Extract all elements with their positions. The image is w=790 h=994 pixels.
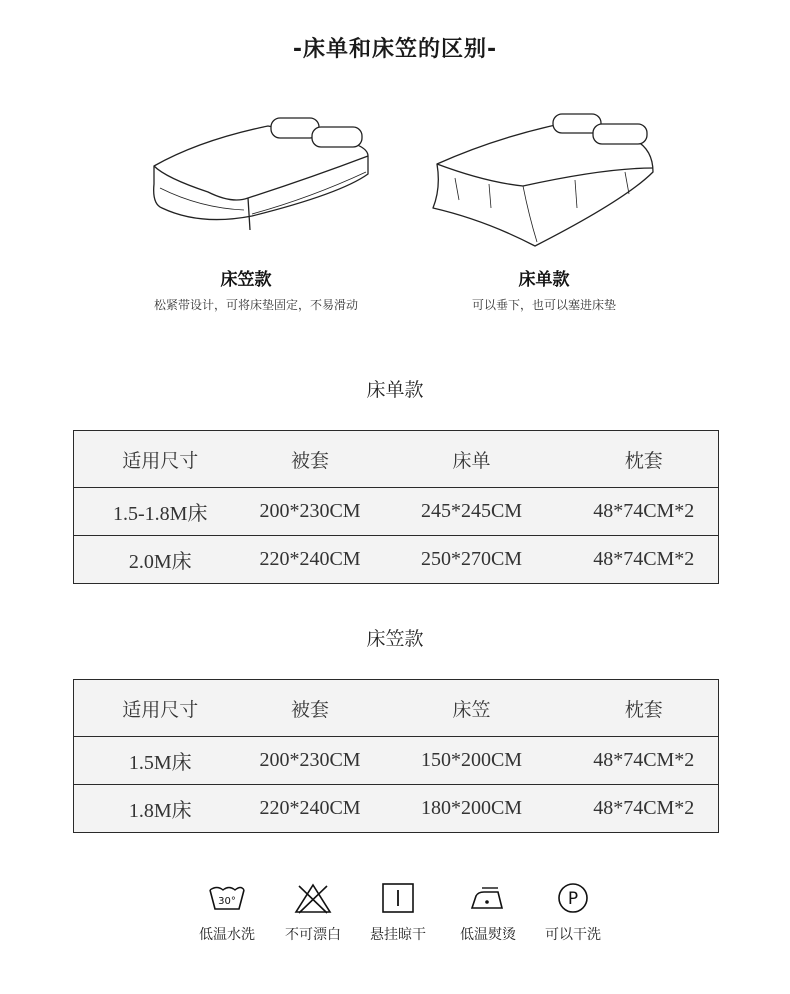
page-title: -床单和床笠的区别- (292, 37, 498, 62)
col-header-duvet: 被套 (247, 680, 374, 737)
wash-30-icon (207, 882, 247, 914)
table-cell: 1.5-1.8M床 (74, 488, 247, 536)
fitted-sheet-title: 床笠款 (220, 270, 272, 290)
table-cell: 220*240CM (247, 785, 374, 833)
care-dry-clean (528, 882, 618, 944)
low-iron-icon (468, 882, 508, 914)
care-line-dry (353, 882, 443, 944)
care-no-bleach (268, 882, 358, 944)
care-label-line-dry: 悬挂晾干 (370, 927, 426, 943)
table-cell: 245*245CM (374, 488, 570, 536)
table-cell: 200*230CM (247, 737, 374, 785)
col-header-fitted: 床笠 (374, 680, 570, 737)
col-header-size: 适用尺寸 (74, 431, 247, 488)
care-low-iron (443, 882, 533, 944)
table-row (74, 785, 719, 833)
flat-sheet-section-title: 床单款 (366, 379, 424, 401)
care-wash (182, 882, 272, 944)
table-cell: 250*270CM (374, 536, 570, 584)
col-header-duvet: 被套 (247, 431, 374, 488)
col-header-pillow: 枕套 (570, 680, 719, 737)
table-cell: 1.5M床 (74, 737, 247, 785)
table-row (74, 737, 719, 785)
no-bleach-icon (293, 882, 333, 914)
col-header-pillow: 枕套 (570, 431, 719, 488)
table-cell: 48*74CM*2 (570, 785, 719, 833)
table-cell: 2.0M床 (74, 536, 247, 584)
flat-sheet-desc: 可以垂下，也可以塞进床垫 (471, 298, 616, 312)
flat-sheet-bed-illustration (425, 108, 665, 257)
table-row (74, 536, 719, 584)
care-label-no-bleach: 不可漂白 (285, 927, 341, 943)
table-row (74, 488, 719, 536)
col-header-size: 适用尺寸 (74, 680, 247, 737)
fitted-sheet-section-title: 床笠款 (366, 628, 424, 650)
dry-clean-p-icon (553, 882, 593, 914)
care-label-low-iron: 低温熨烫 (460, 927, 516, 943)
fitted-sheet-size-table (73, 679, 719, 833)
table-cell: 220*240CM (247, 536, 374, 584)
table-cell: 180*200CM (374, 785, 570, 833)
flat-sheet-title: 床单款 (518, 270, 570, 290)
line-dry-icon (378, 882, 418, 914)
table-cell: 48*74CM*2 (570, 488, 719, 536)
table-cell: 48*74CM*2 (570, 536, 719, 584)
table-cell: 150*200CM (374, 737, 570, 785)
care-label-dry-clean: 可以干洗 (545, 927, 601, 943)
table-cell: 1.8M床 (74, 785, 247, 833)
fitted-sheet-desc: 松紧带设计，可将床垫固定，不易滑动 (153, 298, 358, 312)
table-cell: 48*74CM*2 (570, 737, 719, 785)
care-label-wash: 低温水洗 (199, 927, 255, 943)
svg-text:30°: 30° (218, 896, 236, 907)
fitted-sheet-bed-illustration (140, 108, 380, 247)
col-header-sheet: 床单 (374, 431, 570, 488)
table-cell: 200*230CM (247, 488, 374, 536)
svg-text:P: P (567, 889, 579, 909)
flat-sheet-size-table (73, 430, 719, 584)
